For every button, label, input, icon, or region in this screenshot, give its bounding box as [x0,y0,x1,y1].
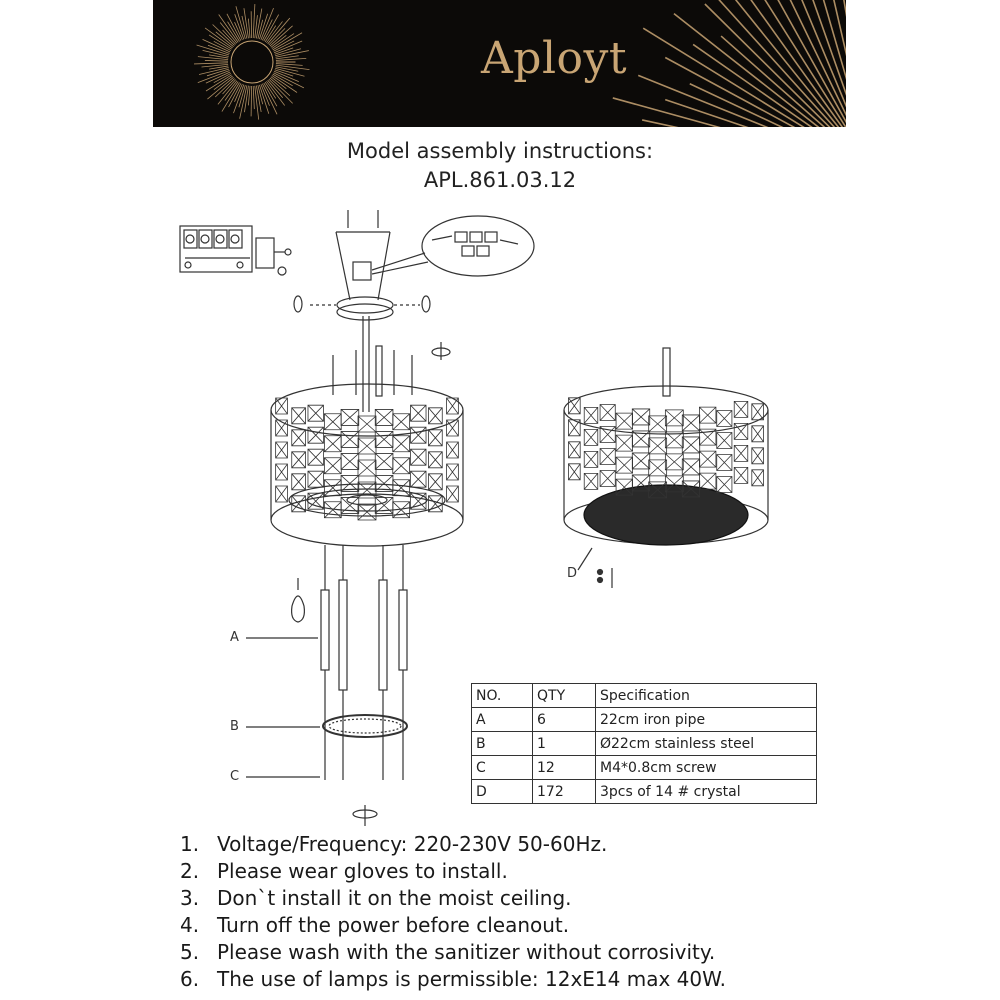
part-number: B [472,732,533,756]
column-header: QTY [533,684,596,708]
brand-logo: Aployt [481,33,628,84]
note-item: 2. Please wear gloves to install. [180,859,508,883]
part-spec: Ø22cm stainless steel [596,732,817,756]
part-quantity: 172 [533,780,596,804]
note-item: 3. Don`t install it on the moist ceiling. [180,886,572,910]
table-header-row [472,684,817,708]
part-quantity: 12 [533,756,596,780]
callout-b: B [230,719,239,734]
part-quantity: 1 [533,732,596,756]
part-spec: 3pcs of 14 # crystal [596,780,817,804]
note-item: 4. Turn off the power before cleanout. [180,913,570,937]
wiring-diagram-icon [180,226,291,275]
note-item: 5. Please wash with the sanitizer without corrosivity. [180,940,716,964]
ceiling-bracket [294,210,534,360]
model-number: APL.861.03.12 [423,168,577,192]
crystal-pattern [568,398,763,498]
note-item: 1. Voltage/Frequency: 220-230V 50-60Hz. [180,832,608,856]
table-row [472,708,817,732]
instruction-notes [180,831,726,993]
column-header: Specification [596,684,817,708]
callout-a: A [230,630,239,645]
exploded-shade-view [271,350,463,826]
page-title: Model assembly instructions: [346,139,654,163]
column-header: NO. [472,684,533,708]
part-number: C [472,756,533,780]
part-spec: 22cm iron pipe [596,708,817,732]
part-number: D [472,780,533,804]
callout-d: D [567,566,578,581]
callout-c: C [230,769,240,784]
table-row [472,756,817,780]
note-item: 6. The use of lamps is permissible: 12xE14 max 40W. [180,967,726,991]
table-row [472,780,817,804]
part-quantity: 6 [533,708,596,732]
assembled-chandelier-view [564,348,768,588]
specification-table [471,683,817,804]
part-spec: M4*0.8cm screw [596,756,817,780]
part-number: A [472,708,533,732]
table-row [472,732,817,756]
crystal-pattern [276,398,459,520]
